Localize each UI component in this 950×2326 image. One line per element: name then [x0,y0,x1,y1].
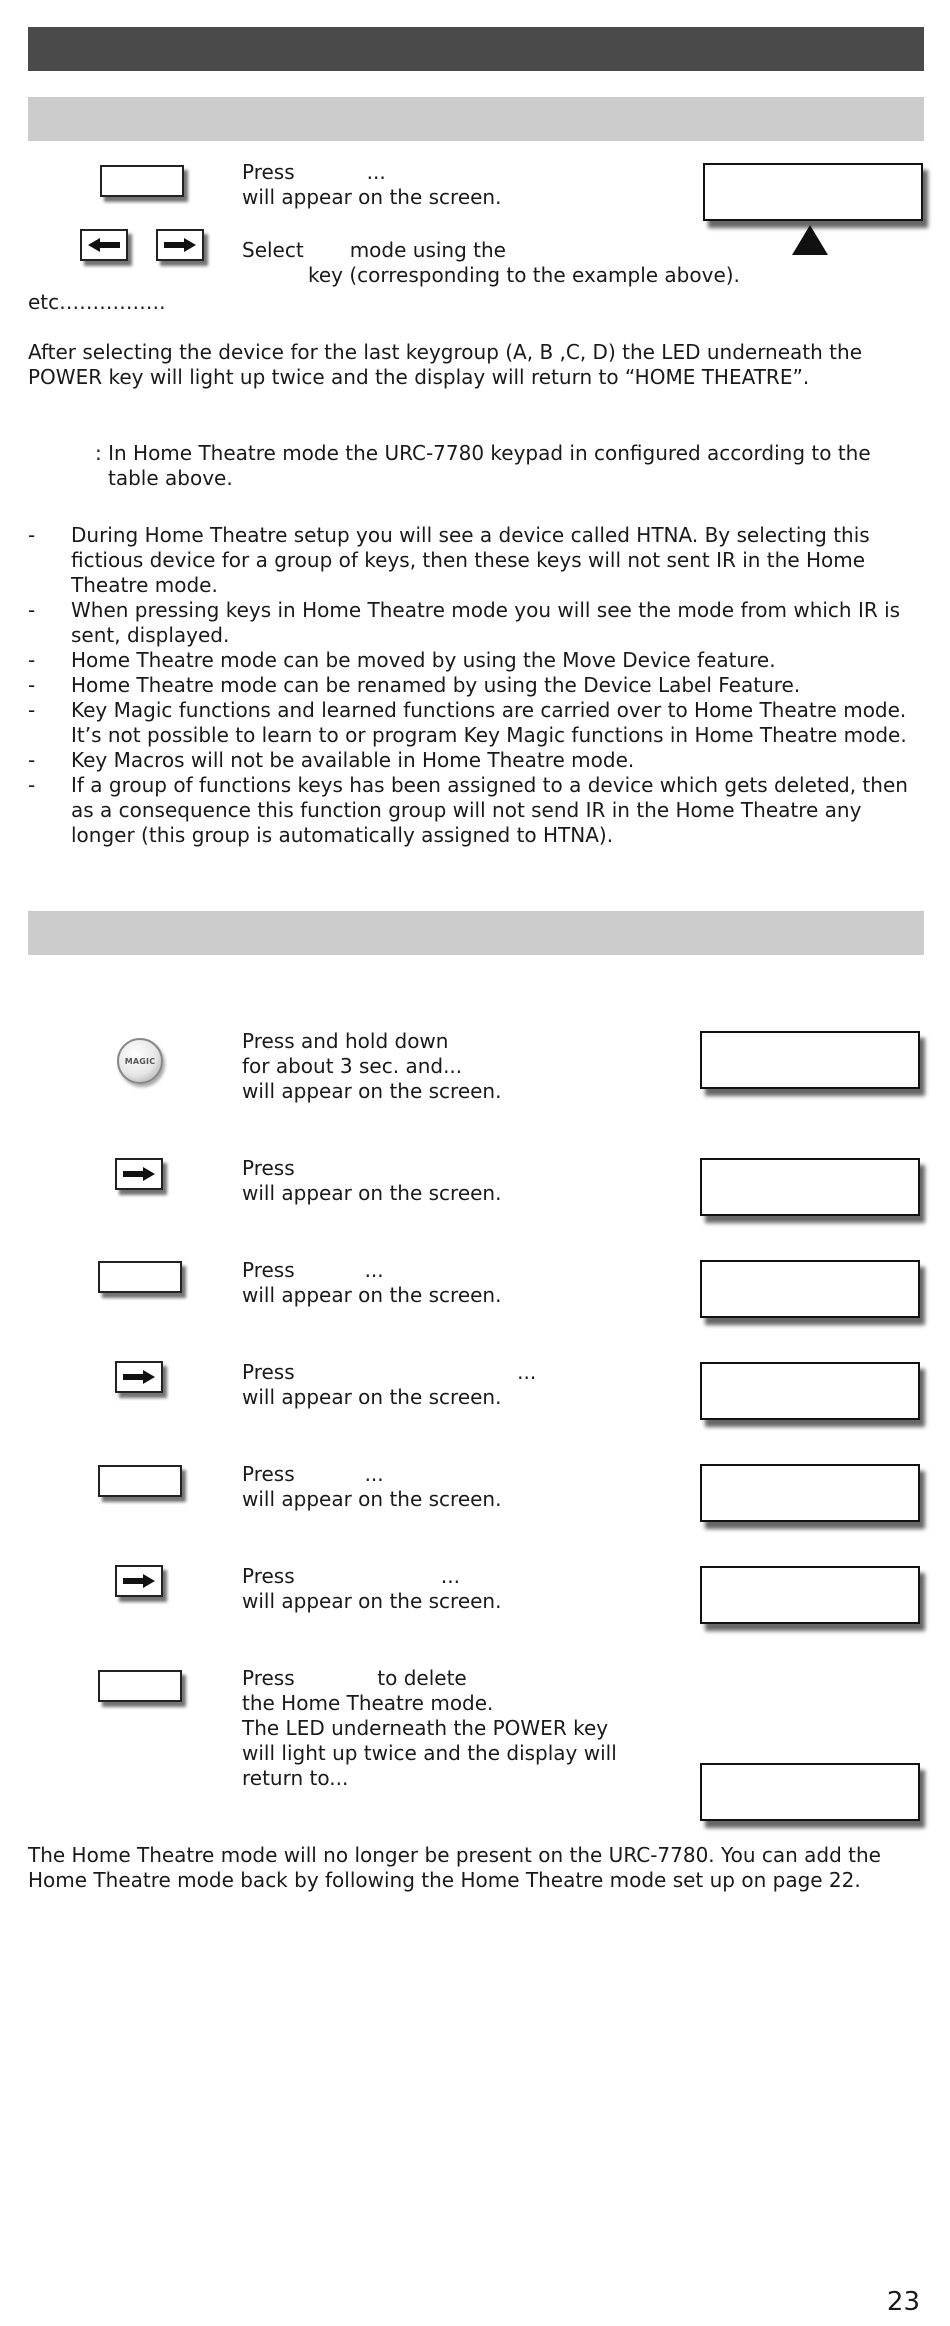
list-item: - Key Macros will not be available in Home Theatre mode. [28,748,635,772]
section-header-bar-delete [28,911,924,955]
note-text: : In Home Theatre mode the URC-7780 keypad in configured according to the table above. [95,441,871,490]
lcd-display [700,1763,920,1821]
pointer-triangle-icon [792,225,828,255]
section-header-bar-setup [28,97,924,141]
left-arrow-key-icon [80,229,128,261]
key-button-icon [100,165,184,197]
right-arrow-key-icon [156,229,204,261]
list-item: - Home Theatre mode can be renamed by using the Device Label Feature. [28,673,801,697]
delete-step-2-text: Press will appear on the screen. [242,1156,502,1205]
right-arrow-key-icon [115,1361,163,1393]
page-number: 23 [886,2287,920,2317]
closing-paragraph: The Home Theatre mode will no longer be present on the URC-7780. You can add the Home Theatre mode back by following the Home Theatre mode set up on page 22. [28,1843,881,1892]
lcd-display [700,1260,920,1318]
lcd-display [700,1566,920,1624]
key-button-icon [98,1261,182,1293]
key-button-icon [98,1465,182,1497]
lcd-display [700,1362,920,1420]
list-item: - If a group of functions keys has been assigned to a device which gets deleted, then as a consequence this function group will not send IR in the Home Theatre any longer (this group is automatically assigned to HTNA). [28,773,908,847]
delete-step-5-text: Press ... will appear on the screen. [242,1462,502,1511]
etc-text: etc……………. [28,290,166,314]
delete-step-4-text: Press ... will appear on the screen. [242,1360,537,1409]
list-item: - Home Theatre mode can be moved by using the Move Device feature. [28,648,776,672]
lcd-display [700,1031,920,1089]
key-button-icon [98,1670,182,1702]
page-header-bar [28,27,924,71]
delete-step-7-text: Press to delete the Home Theatre mode. The LED underneath the POWER key will light up twice and the display will return to... [242,1666,617,1790]
list-item: - Key Magic functions and learned functions are carried over to Home Theatre mode. It’s not possible to learn to or program Key Magic functions in Home Theatre mode. [28,698,907,747]
step-select-text: Select mode using the [242,238,506,262]
list-item: - When pressing keys in Home Theatre mode you will see the mode from which IR is sent, displayed. [28,598,901,647]
step-press-text: Press ... will appear on the screen. [242,160,502,209]
lcd-display [700,1158,920,1216]
delete-step-6-text: Press ... will appear on the screen. [242,1564,502,1613]
delete-step-1-text: Press and hold down for about 3 sec. and... will appear on the screen. [242,1029,502,1103]
notes-bullet-list [28,523,928,848]
lcd-display [700,1464,920,1522]
right-arrow-key-icon [115,1158,163,1190]
list-item: - During Home Theatre setup you will see a device called HTNA. By selecting this fictious device for a group of keys, then these keys will not sent IR in the Home Theatre mode. [28,523,870,597]
lcd-display [703,163,923,221]
magic-key-icon: MAGIC [117,1038,163,1084]
last-group-paragraph: After selecting the device for the last keygroup (A, B ,C, D) the LED underneath the POWER key will light up twice and the display will return to “HOME THEATRE”. [28,340,862,389]
right-arrow-key-icon [115,1565,163,1597]
step-select-text-line2: key (corresponding to the example above). [308,263,740,287]
delete-step-3-text: Press ... will appear on the screen. [242,1258,502,1307]
